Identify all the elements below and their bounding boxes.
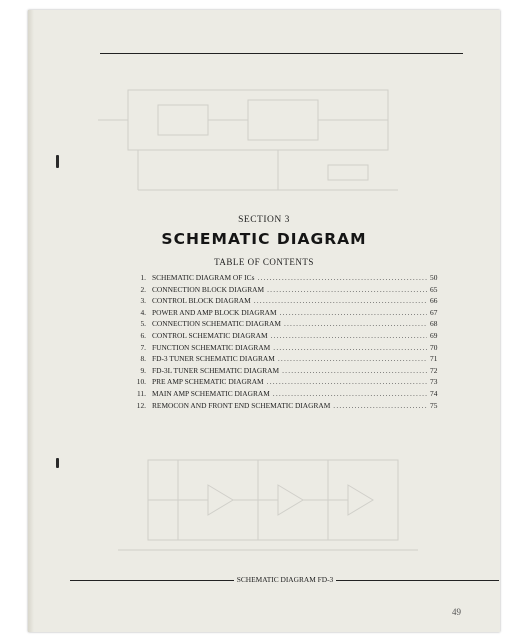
toc-entry-number: 4. [140,307,146,317]
toc-leader-dots [282,366,427,375]
toc-entry-page: 68 [430,319,438,329]
toc-entry-page: 73 [430,377,438,387]
toc-entry-number: 8. [140,354,146,364]
toc-entry [128,377,444,389]
toc-entry-number: 3. [140,296,146,306]
toc-entry [128,343,444,355]
toc-entry-page: 69 [430,330,438,340]
toc-entry-page: 72 [430,365,438,375]
toc-entry-page: 71 [430,354,438,364]
toc-entry-page: 67 [430,307,438,317]
toc-leader-dots [273,343,427,352]
toc-leader-dots [273,389,427,398]
toc-entry-number: 7. [140,342,146,352]
toc-entry-page: 65 [430,284,438,294]
toc-entry-title: CONTROL BLOCK DIAGRAM [152,296,251,306]
toc-entry-page: 50 [430,273,438,282]
toc-entry [128,401,444,413]
toc-entry [128,308,444,320]
toc-entry-page: 74 [430,388,438,398]
toc-entry-number: 6. [140,330,146,340]
toc-leader-dots [267,377,427,386]
toc-entry-title: POWER AND AMP BLOCK DIAGRAM [152,307,277,317]
toc-entry-number: 10. [136,377,146,387]
toc-entry [128,354,444,366]
toc-entry-page: 75 [430,400,438,410]
footer-rule-right [336,580,499,581]
toc-entry-number: 1. [140,273,146,282]
toc-entry-title: MAIN AMP SCHEMATIC DIAGRAM [152,388,270,398]
toc-entry-title: FD-3 TUNER SCHEMATIC DIAGRAM [152,354,275,364]
toc-entry [128,285,444,297]
toc-entry [128,366,444,378]
toc-entry-title: PRE AMP SCHEMATIC DIAGRAM [152,377,264,387]
bleed-through-schematic-top [98,70,438,210]
page-edge-shadow [28,10,34,632]
toc-leader-dots [257,273,427,282]
section-label: SECTION 3 [238,215,290,225]
toc-leader-dots [278,354,427,363]
toc-entry [128,331,444,343]
toc-entry-number: 12. [136,400,146,410]
toc-entry [128,296,444,308]
toc-entry-title: FUNCTION SCHEMATIC DIAGRAM [152,342,271,352]
toc-entry-page: 66 [430,296,438,306]
toc-entry-number: 2. [140,284,146,294]
toc-entry-title: REMOCON AND FRONT END SCHEMATIC DIAGRAM [152,400,331,410]
footer-rule-left [70,580,234,581]
toc-leader-dots [284,319,427,328]
toc-heading: TABLE OF CONTENTS [214,257,314,267]
toc-entry-title: FD-3L TUNER SCHEMATIC DIAGRAM [152,365,280,375]
toc-entry-number: 5. [140,319,146,329]
toc-entry-page: 70 [430,342,438,352]
toc-entry-title: CONTROL SCHEMATIC DIAGRAM [152,330,268,340]
table-of-contents [128,273,444,412]
document-page [28,10,500,632]
top-rule [100,53,463,54]
toc-entry-title: CONNECTION BLOCK DIAGRAM [152,284,265,294]
toc-leader-dots [280,308,427,317]
bleed-through-schematic-bottom [118,440,438,570]
toc-entry [128,389,444,401]
toc-entry-title: SCHEMATIC DIAGRAM OF ICs [152,273,255,282]
binding-staple-bottom [56,458,59,468]
toc-leader-dots [254,296,427,305]
toc-entry-number: 9. [140,365,146,375]
toc-leader-dots [267,285,427,294]
toc-entry [128,273,444,285]
page-number: 49 [452,607,461,617]
page-title: SCHEMATIC DIAGRAM [161,230,367,248]
toc-leader-dots [271,331,427,340]
toc-leader-dots [333,401,427,410]
toc-entry-number: 11. [137,388,146,398]
footer-label: SCHEMATIC DIAGRAM FD-3 [236,575,334,584]
binding-staple-top [56,155,59,168]
toc-entry [128,319,444,331]
toc-entry-title: CONNECTION SCHEMATIC DIAGRAM [152,319,281,329]
